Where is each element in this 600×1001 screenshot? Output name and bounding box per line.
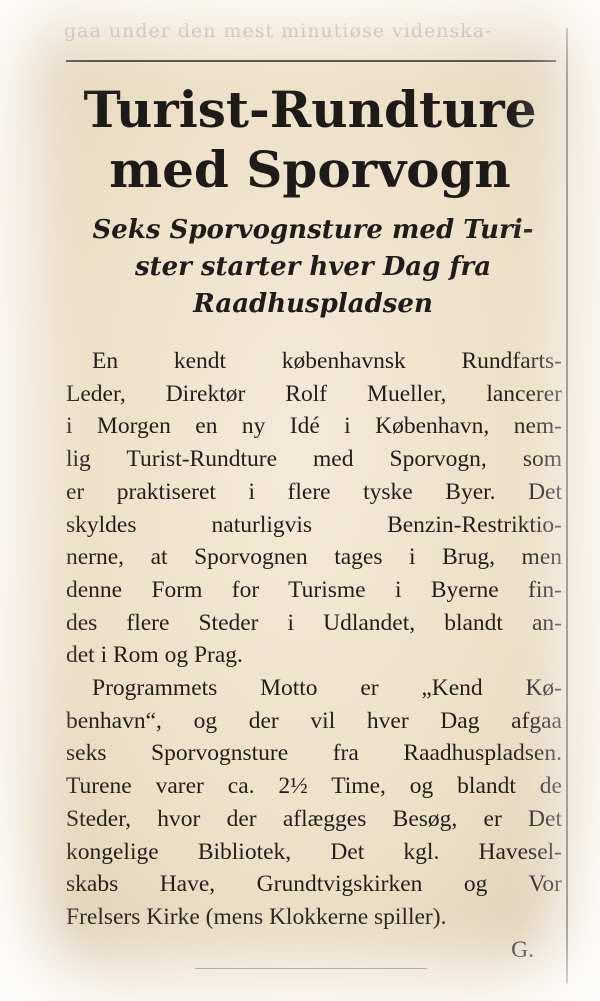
article-subheadline — [58, 212, 568, 323]
subheadline-line: Raadhuspladsen — [193, 289, 433, 319]
headline-line: Turist-Rundture — [83, 80, 537, 139]
body-line: nerne, at Sporvognen tages i Brug, men — [66, 544, 562, 571]
body-line: denne Form for Turisme i Byerne fin- — [66, 576, 562, 603]
body-line: skabs Have, Grundtvigskirken og Vor — [66, 871, 562, 898]
body-line: det i Rom og Prag. — [66, 642, 243, 669]
body-line: Leder, Direktør Rolf Mueller, lancerer — [66, 380, 562, 407]
body-line: des flere Steder i Udlandet, blandt an- — [66, 609, 562, 636]
subheadline-line: ster starter hver Dag fra — [134, 252, 492, 282]
body-line: Programmets Motto er „Kend Kø- — [92, 675, 562, 702]
bottom-divider-rule — [195, 968, 427, 969]
body-line: lig Turist-Rundture med Sporvogn, som — [66, 446, 562, 473]
body-line: Frelsers Kirke (mens Klokkerne spiller). — [66, 903, 447, 930]
body-line: benhavn“, og der vil hver Dag afgaa — [66, 707, 562, 734]
cut-off-previous-article-text: gaa under den mest minutiøse videnska- — [64, 20, 493, 42]
top-divider-rule — [66, 60, 556, 62]
body-line: En kendt københavnsk Rundfarts- — [92, 348, 562, 374]
article-body — [66, 345, 562, 966]
column-divider-rule — [566, 28, 568, 983]
body-line: Steder, hvor der aflægges Besøg, er Det — [66, 805, 562, 832]
body-line: seks Sporvognsture fra Raadhuspladsen. — [66, 740, 562, 767]
body-line: Turene varer ca. 2½ Time, og blandt de — [66, 773, 562, 800]
body-line: i Morgen en ny Idé i København, nem- — [66, 413, 562, 440]
subheadline-line: Seks Sporvognsture med Turi- — [92, 215, 534, 245]
headline-line: med Sporvogn — [109, 140, 511, 199]
article-headline — [60, 80, 560, 200]
author-signature: G. — [511, 936, 534, 963]
body-line: skyldes naturligvis Benzin-Restriktio- — [66, 511, 562, 538]
body-line: er praktiseret i flere tyske Byer. Det — [66, 478, 562, 505]
body-line: kongelige Bibliotek, Det kgl. Havesel- — [66, 838, 562, 865]
